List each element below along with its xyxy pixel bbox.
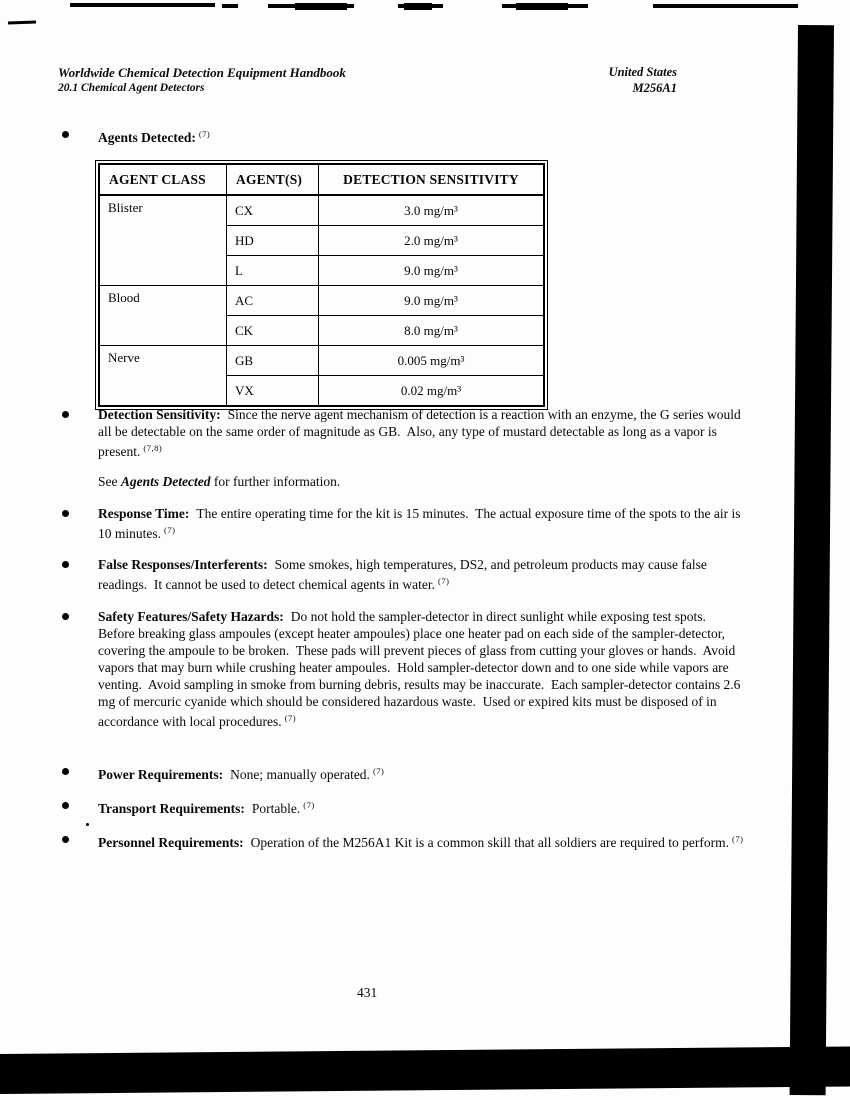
table-row [99,346,544,376]
col-header-agents: AGENT(S) [227,164,319,195]
bullet-transport-requirements [62,797,752,817]
reference-superscript: (7) [372,766,385,776]
agent-class-cell: Blister [99,195,227,286]
sensitivity-cell: 9.0 mg/m³ [319,256,545,286]
scan-artifact-top-mark [653,4,798,8]
sensitivity-cell: 9.0 mg/m³ [319,286,545,316]
bullet-false-responses [62,556,752,593]
bullet-text: Operation of the M256A1 Kit is a common skill that all soldiers are required to perform. [250,835,729,850]
scan-artifact-top-mark [516,3,568,10]
agents-detected-table [98,163,545,407]
sensitivity-cell: 3.0 mg/m³ [319,195,545,226]
reference-superscript: (7) [198,129,211,139]
sensitivity-cell: 8.0 mg/m³ [319,316,545,346]
country-label: United States [608,65,677,79]
table-header-row [99,164,544,195]
bullet-label: Agents Detected: [98,130,196,145]
bullet-power-requirements [62,763,752,783]
bullet-icon [62,768,69,775]
page-header-left [58,64,346,96]
scan-artifact-right-bar [790,25,834,1095]
sensitivity-cell: 0.005 mg/m³ [319,346,545,376]
sensitivity-cell: 0.02 mg/m³ [319,376,545,407]
page-header-right [609,64,677,96]
reference-superscript: (7,8) [143,443,163,453]
bullet-text: Portable. [251,801,301,816]
chapter-subtitle: 20.1 Chemical Agent Detectors [58,82,205,94]
table-row [99,286,544,316]
reference-superscript: (7) [732,834,744,844]
scan-artifact-speck [86,823,89,826]
see-also-note [98,473,752,490]
scan-artifact-top-mark [222,4,238,8]
page-number: 431 [357,985,378,1000]
bullet-label: Power Requirements: [98,767,224,782]
bullet-icon [62,411,69,418]
bullet-text: Do not hold the sampler-detector in direct sunlight while exposing test spots. Before breaking glass ampoules (except heater ampoules) place one heater pad on each side of the sampler-detector, covering the ampoule to be broken. These pads will prevent pieces of glass from cutting your gloves or hands. Avoid vapors that may burn while crushing heater ampoules. Hold sampler-detector down and to one side while vapors are venting. Avoid sampling in smoke from burning debris, results may be inaccurate. Each sampler-detector contains 2.6 mg of mercuric cyanide which should be considered hazardous waste. Used or expired kits must be disposed of in accordance with local procedures. [98,609,744,729]
reference-superscript: (7) [164,525,176,535]
bullet-safety-features [62,608,752,730]
scan-artifact-bottom-band [0,1046,850,1094]
scan-artifact-top-mark [70,3,215,7]
agent-cell: AC [227,286,319,316]
agent-cell: GB [227,346,319,376]
bullet-personnel-requirements [62,831,752,851]
bullet-detection-sensitivity [62,406,752,490]
bullet-text: Some smokes, high temperatures, DS2, and petroleum products may cause false readings. It cannot be used to detect chemical agents in water. [98,557,711,592]
reference-superscript: (7) [284,713,297,723]
bullet-response-time [62,505,752,542]
equipment-model: M256A1 [632,81,677,95]
table-row [99,195,544,226]
agent-cell: CK [227,316,319,346]
bullet-agents-detected [62,126,752,146]
bullet-icon [62,613,69,620]
agent-class-cell: Nerve [99,346,227,407]
col-header-detection-sensitivity: DETECTION SENSITIVITY [319,164,545,195]
bullet-label: Detection Sensitivity: [98,407,221,422]
scan-artifact-top-mark [404,3,432,10]
bullet-text: The entire operating time for the kit is 15 minutes. The actual exposure time of the spots to the air is 10 minutes. [98,506,744,541]
agent-cell: CX [227,195,319,226]
note-emphasis: Agents Detected [120,474,211,489]
bullet-icon [62,561,69,568]
bullet-text: Since the nerve agent mechanism of detection is a reaction with an enzyme, the G series would all be detectable on the same order of magnitude as GB. Also, any type of mustard detectable as long as a vapor is present. [98,407,745,459]
agent-cell: L [227,256,319,286]
bullet-text: None; manually operated. [230,767,370,782]
reference-superscript: (7) [438,576,450,586]
bullet-icon [62,510,69,517]
handbook-title: Worldwide Chemical Detection Equipment Handbook [58,65,346,80]
note-pre: See [98,474,121,489]
agent-cell: HD [227,226,319,256]
agents-table-frame [95,160,548,410]
bullet-icon [62,802,69,809]
note-post: for further information. [210,474,341,489]
bullet-label: Personnel Requirements: [98,835,244,850]
scan-artifact-top-mark [295,3,347,10]
scan-artifact-left-dash [8,21,36,25]
col-header-agent-class: AGENT CLASS [99,164,227,195]
bullet-icon [62,131,69,138]
reference-superscript: (7) [303,800,315,810]
agent-class-cell: Blood [99,286,227,346]
bullet-label: Safety Features/Safety Hazards: [98,609,284,624]
bullet-icon [62,836,69,843]
agent-cell: VX [227,376,319,407]
bullet-label: False Responses/Interferents: [98,557,268,572]
sensitivity-cell: 2.0 mg/m³ [319,226,545,256]
bullet-label: Response Time: [98,506,190,521]
bullet-label: Transport Requirements: [98,801,245,816]
